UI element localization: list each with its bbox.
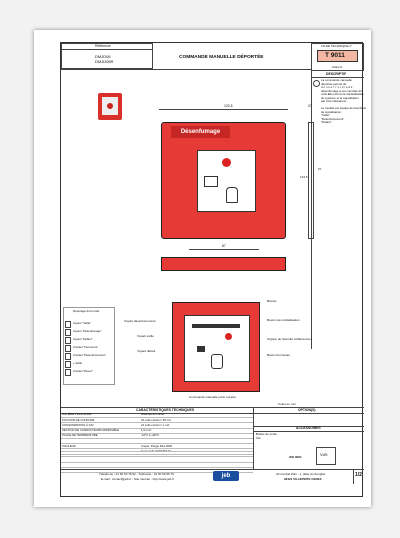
sheet-number: T 9011 xyxy=(325,52,345,59)
jeb-logo: jeb xyxy=(213,471,239,481)
divider xyxy=(189,249,259,250)
graphic xyxy=(211,354,223,369)
divider xyxy=(61,407,364,408)
description-line: d o n n e r l ' o r d r e d e xyxy=(321,85,353,89)
reference-1: DMJD06 xyxy=(95,54,111,59)
wiring-row xyxy=(65,360,113,368)
product-photo xyxy=(98,93,122,120)
dim-height-b: 67 xyxy=(318,167,322,171)
footer-address-1: 2A Central Parc - 1, allée du Songlier xyxy=(276,472,326,476)
spec-label: SECTION DE CONDUCTEURS ADMISSIBLE xyxy=(62,427,120,432)
wiring-row xyxy=(65,368,113,376)
footer-email: E-mail : contact@jeb.fr - Site internet : http://www.jeb.fr xyxy=(101,477,174,481)
graphic xyxy=(222,158,231,167)
units-note: Cotes en mm xyxy=(278,402,296,406)
cert-vds: VdS xyxy=(320,452,328,457)
description-line: de signalisation: xyxy=(321,109,342,114)
spec-value: 24 volts continu / 1 mA xyxy=(141,422,170,427)
spec-value: Coque: Rouge RAL 3000 xyxy=(141,443,173,448)
spec-label: PLAGE DE TEMPÉRATURE xyxy=(62,433,98,438)
document-page xyxy=(34,30,371,507)
dim-height-a: 123,5 xyxy=(300,175,308,179)
callout-veille: Voyant veille xyxy=(137,334,154,338)
accessory-1: Boîtier de sortie xyxy=(256,432,278,436)
page-frame xyxy=(60,42,366,497)
description-line: désenfumage à une centrale 24 xyxy=(321,88,362,93)
open-device xyxy=(172,302,260,392)
wiring-label: Voyant "Défaut" xyxy=(73,337,93,341)
spec-label: MATIÈRE PRINCIPALE xyxy=(62,412,92,417)
spec-label: POUVOIR DE COUPURE xyxy=(62,417,95,422)
specs-heading: CARACTÉRISTIQUES TECHNIQUES xyxy=(136,407,195,412)
terminal-icon xyxy=(65,353,71,360)
wiring-label: Contact "Fermeture" xyxy=(73,345,99,349)
terminal-icon xyxy=(65,345,71,352)
wiring-label: + Veille xyxy=(73,361,83,365)
wiring-label: Contact "Reset" xyxy=(73,369,93,373)
terminal-icon xyxy=(65,369,71,376)
wiring-label: Contact "Désenfumement" xyxy=(73,353,106,357)
terminal-icon xyxy=(65,337,71,344)
graphic xyxy=(192,324,240,328)
description-line: par trois indications. xyxy=(321,99,347,103)
graphic xyxy=(226,187,238,203)
callout-defaut: Voyant défaut xyxy=(137,349,156,353)
sheet-label: FICHE TECHNIQUE n° xyxy=(321,43,353,48)
wiring-row xyxy=(65,328,113,336)
wiring-label: Voyant "Veille" xyxy=(73,321,92,325)
hand-icon xyxy=(313,80,320,87)
description-line: volts.Elle permet la réinitialisation xyxy=(321,92,364,96)
document-title: COMMANDE MANUELLE DÉPORTÉE xyxy=(179,55,264,60)
cert-iso: ISO 9001 xyxy=(289,455,302,459)
description-line: déportée permet de xyxy=(321,81,347,86)
divider xyxy=(253,407,254,469)
dim-bottom: 87 xyxy=(222,244,226,248)
graphic xyxy=(225,333,232,340)
description-heading: DESCRIPTIF xyxy=(326,71,347,76)
index-label: Indice D xyxy=(332,64,343,69)
dim-depth: 27 xyxy=(308,104,312,108)
description-line: "Veille" xyxy=(321,113,330,117)
wiring-row xyxy=(65,344,113,352)
wiring-row xyxy=(65,320,113,328)
bottom-view xyxy=(161,257,286,271)
options-heading: OPTION(S) xyxy=(298,407,316,412)
callout-fermeture: Bouton fermeture xyxy=(267,353,291,357)
spec-label: COULEUR xyxy=(62,443,76,448)
divider xyxy=(61,469,364,470)
spec-value: 1,5 mm² xyxy=(141,427,152,432)
reference-label: Référence xyxy=(95,43,111,48)
description-line: du système et la signalisation xyxy=(321,95,359,100)
callout-organe: Organe de Sécurité à Manœuvrer xyxy=(267,337,312,341)
graphic xyxy=(107,103,113,109)
description-line: La commande manuelle xyxy=(321,78,352,82)
accessories-heading: ACCESSOIRES xyxy=(296,426,321,430)
front-view xyxy=(161,122,286,239)
divider xyxy=(61,69,311,70)
accessory-2: Clé xyxy=(256,436,261,440)
graphic xyxy=(204,176,218,187)
description-line: "Défaut" xyxy=(321,120,332,124)
callout-reset: Bouton de réinitialisation xyxy=(267,318,300,322)
window-frame xyxy=(197,150,256,212)
wiring-list xyxy=(65,320,113,376)
terminal-icon xyxy=(65,329,71,336)
divider xyxy=(353,469,354,484)
terminal-icon xyxy=(65,361,71,368)
open-device-interior xyxy=(184,315,250,382)
divider xyxy=(61,49,153,50)
page-number: 1/2 xyxy=(355,472,362,478)
spec-value: 24 volts continu / 50 mA xyxy=(141,417,171,422)
footer-address-2: 93421 VILLEPINTE CEDEX xyxy=(284,477,322,481)
graphic xyxy=(197,346,205,352)
wiring-row xyxy=(65,336,113,344)
wiring-title: Repérage du bornier xyxy=(73,309,100,313)
drawing-caption: Commande manuelle porte ouverte xyxy=(189,395,237,399)
wiring-label: Voyant "Désenfumage" xyxy=(73,329,102,333)
description-line: "Désenfumement" xyxy=(321,116,345,121)
dim-width: 122,5 xyxy=(224,104,233,108)
wiring-row xyxy=(65,352,113,360)
spec-value: -10°C à +60°C xyxy=(141,433,160,438)
description-text xyxy=(321,78,366,125)
reference-2: DMJD06R xyxy=(95,58,114,64)
side-view xyxy=(308,122,314,239)
divider xyxy=(159,109,288,110)
spec-label: CONSOMMATION À 24V xyxy=(62,422,94,427)
terminal-icon xyxy=(65,321,71,328)
callout-bornier: Bornier xyxy=(267,299,277,303)
footer-phone: Téléphone : 01 60 60 78 92 - Télécopie : 01 60 60 55 79 xyxy=(99,472,174,476)
desenfumage-label: Désenfumage xyxy=(171,126,230,138)
description-line: Le modèle est équipé de bouchons xyxy=(321,106,366,110)
callout-desenfumement: Voyant désenfumement xyxy=(124,319,156,323)
spec-value: Matériau de coffret xyxy=(141,412,165,417)
spec-value: Socle: RAL 9005 BRUN xyxy=(141,448,171,453)
